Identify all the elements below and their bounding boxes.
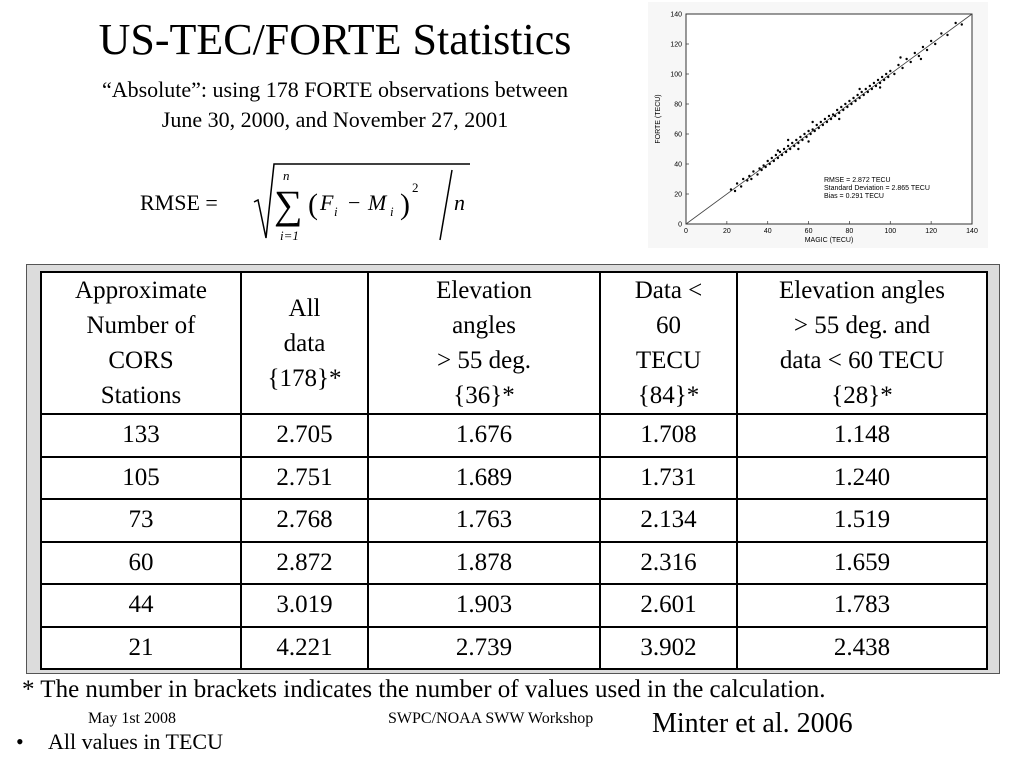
formula-exponent: 2 [412, 180, 419, 195]
table-row [41, 627, 987, 670]
scatter-point [954, 22, 956, 24]
footer-date: May 1st 2008 [88, 710, 176, 727]
table-cell: 2.751 [241, 457, 368, 500]
table-cell: 1.240 [737, 457, 987, 500]
scatter-point [814, 130, 816, 132]
scatter-point [767, 160, 769, 162]
table-cell: 73 [41, 499, 241, 542]
scatter-point [828, 115, 830, 117]
scatter-point [910, 61, 912, 63]
scatter-point [867, 91, 869, 93]
scatter-point [946, 34, 948, 36]
scatter-point [858, 88, 860, 90]
scatter-point [920, 58, 922, 60]
scatter-point [736, 182, 738, 184]
x-tick-label: 60 [804, 228, 813, 235]
stat-annotation-std: Standard Deviation = 2.865 TECU [824, 185, 930, 192]
x-tick-label: 100 [884, 228, 897, 235]
table-cell: 2.316 [600, 542, 737, 585]
table-cell: 105 [41, 457, 241, 500]
scatter-point [834, 115, 836, 117]
scatter-point [777, 149, 779, 151]
scatter-point [822, 124, 824, 126]
table-cell: 1.731 [600, 457, 737, 500]
scatter-point [889, 70, 891, 72]
header-cors-stations: Approximate Number of CORS Stations [41, 272, 241, 414]
stat-annotation-bias: Bias = 0.291 TECU [824, 193, 884, 200]
table-cell: 1.519 [737, 499, 987, 542]
table-cell: 1.763 [368, 499, 600, 542]
scatter-point [838, 118, 840, 120]
x-tick-label: 20 [722, 228, 731, 235]
table-cell: 133 [41, 414, 241, 457]
bullet-text: All values in TECU [48, 729, 223, 754]
table-row [41, 414, 987, 457]
scatter-point [771, 157, 773, 159]
table-row [41, 542, 987, 585]
scatter-point [830, 118, 832, 120]
formula-m-sub: i [390, 204, 394, 219]
scatter-point [793, 145, 795, 147]
scatter-point [871, 88, 873, 90]
scatter-point [852, 97, 854, 99]
scatter-point [838, 112, 840, 114]
scatter-point [809, 133, 811, 135]
scatter-point [740, 185, 742, 187]
scatter-point [879, 82, 881, 84]
scatter-point [860, 91, 862, 93]
stat-annotation-rmse: RMSE = 2.872 TECU [824, 177, 891, 184]
sum-upper-limit: n [283, 168, 290, 183]
minus-sign: − [348, 190, 361, 215]
scatter-point [877, 79, 879, 81]
scatter-point [811, 121, 813, 123]
scatter-point [750, 178, 752, 180]
table-row [41, 584, 987, 627]
table-cell: 44 [41, 584, 241, 627]
header-all-data: All data {178}* [241, 272, 368, 414]
scatter-point [873, 82, 875, 84]
bullet-item [16, 728, 223, 756]
y-axis-label: FORTE (TECU) [655, 94, 662, 144]
scatter-point [803, 133, 805, 135]
scatter-point [875, 85, 877, 87]
table-cell: 1.148 [737, 414, 987, 457]
scatter-point [748, 175, 750, 177]
table-cell: 1.903 [368, 584, 600, 627]
table-header-row [41, 272, 987, 414]
y-tick-label: 100 [670, 71, 682, 79]
table-cell: 2.768 [241, 499, 368, 542]
scatter-point [934, 43, 936, 45]
scatter-point [850, 103, 852, 105]
scatter-point [787, 145, 789, 147]
table-cell: 1.676 [368, 414, 600, 457]
scatter-point [756, 173, 758, 175]
sum-lower-limit: i=1 [280, 228, 299, 243]
scatter-point [897, 64, 899, 66]
scatter-point [730, 188, 732, 190]
left-paren: ( [308, 188, 318, 221]
scatter-svg [648, 2, 988, 248]
y-tick-label: 60 [674, 131, 682, 139]
scatter-point [795, 139, 797, 141]
formula-m: M [368, 190, 387, 215]
scatter-point [824, 118, 826, 120]
scatter-point [901, 67, 903, 69]
table-cell: 2.134 [600, 499, 737, 542]
y-tick-label: 120 [670, 41, 682, 49]
scatter-point [926, 49, 928, 51]
x-axis-label: MAGIC (TECU) [804, 237, 854, 244]
table-cell: 2.705 [241, 414, 368, 457]
table-cell: 1.878 [368, 542, 600, 585]
table-cell: 21 [41, 627, 241, 670]
y-tick-label: 20 [674, 191, 682, 199]
scatter-point [885, 73, 887, 75]
scatter-point [842, 109, 844, 111]
scatter-point [789, 148, 791, 150]
header-elevation-and-data: Elevation angles > 55 deg. and data < 60 TECU {28}* [737, 272, 987, 414]
x-tick-label: 80 [845, 228, 854, 235]
scatter-point [805, 136, 807, 138]
scatter-point [854, 100, 856, 102]
scatter-point [799, 136, 801, 138]
header-elevation-angles: Elevation angles > 55 deg. {36}* [368, 272, 600, 414]
scatter-point [785, 151, 787, 153]
scatter-point [940, 32, 942, 34]
formula-n: n [454, 190, 465, 215]
table-cell: 60 [41, 542, 241, 585]
scatter-point [840, 106, 842, 108]
table-cell: 1.708 [600, 414, 737, 457]
table-cell: 1.783 [737, 584, 987, 627]
footer-citation: Minter et al. 2006 [652, 708, 853, 739]
x-tick-label: 0 [684, 228, 688, 235]
scatter-point [816, 124, 818, 126]
scatter-point [807, 140, 809, 142]
slide-subtitle [20, 75, 650, 135]
table-cell: 4.221 [241, 627, 368, 670]
subtitle-line-2: June 30, 2000, and November 27, 2001 [161, 107, 509, 132]
table-cell: 2.872 [241, 542, 368, 585]
scatter-point [769, 163, 771, 165]
scatter-point [775, 154, 777, 156]
y-tick-label: 40 [674, 161, 682, 169]
scatter-point [905, 58, 907, 60]
scatter-point [797, 142, 799, 144]
scatter-point [777, 157, 779, 159]
scatter-point [791, 142, 793, 144]
scatter-point [930, 40, 932, 42]
scatter-point [764, 166, 766, 168]
scatter-point [742, 178, 744, 180]
table-row [41, 457, 987, 500]
scatter-point [783, 148, 785, 150]
scatter-point [881, 76, 883, 78]
y-tick-label: 140 [670, 11, 682, 19]
statistics-table [40, 271, 988, 670]
scatter-point [858, 97, 860, 99]
formula-f: F [320, 190, 334, 215]
scatter-point [773, 160, 775, 162]
table-cell: 3.902 [600, 627, 737, 670]
right-paren: ) [400, 188, 410, 221]
scatter-point [879, 86, 881, 88]
scatter-point [836, 109, 838, 111]
table-cell: 3.019 [241, 584, 368, 627]
scatter-point [865, 88, 867, 90]
table-cell: 2.438 [737, 627, 987, 670]
scatter-point [758, 167, 760, 169]
scatter-point [914, 52, 916, 54]
y-tick-label: 80 [674, 101, 682, 109]
scatter-point [922, 46, 924, 48]
formula-lhs: RMSE = [140, 190, 218, 215]
footer-event: SWPC/NOAA SWW Workshop [388, 710, 594, 727]
scatter-point [762, 164, 764, 166]
scatter-point [893, 73, 895, 75]
division-slash [440, 170, 452, 240]
scatter-point [844, 103, 846, 105]
scatter-point [801, 139, 803, 141]
scatter-point [961, 23, 963, 25]
scatter-point [787, 139, 789, 141]
scatter-plot [648, 2, 988, 248]
scatter-point [863, 94, 865, 96]
scatter-point [899, 56, 901, 58]
scatter-point [781, 154, 783, 156]
scatter-point [887, 76, 889, 78]
formula-f-sub: i [334, 204, 338, 219]
table-cell: 2.739 [368, 627, 600, 670]
scatter-point [883, 79, 885, 81]
table-cell: 2.601 [600, 584, 737, 627]
scatter-point [746, 179, 748, 181]
scatter-point [848, 100, 850, 102]
scatter-point [818, 127, 820, 129]
scatter-point [856, 94, 858, 96]
scatter-point [752, 170, 754, 172]
header-data-lt-60: Data < 60 TECU {84}* [600, 272, 737, 414]
table-frame [26, 264, 1000, 674]
table-cell: 1.689 [368, 457, 600, 500]
x-tick-label: 140 [966, 228, 978, 235]
scatter-point [918, 55, 920, 57]
bullet-dot-icon: • [16, 729, 24, 754]
scatter-point [779, 151, 781, 153]
table-row [41, 499, 987, 542]
scatter-point [846, 106, 848, 108]
slide-title: US-TEC/FORTE Statistics [98, 15, 572, 64]
scatter-point [811, 128, 813, 130]
table-cell: 1.659 [737, 542, 987, 585]
scatter-point [807, 130, 809, 132]
scatter-point [797, 148, 799, 150]
scatter-point [734, 190, 736, 192]
scatter-point [820, 121, 822, 123]
scatter-point [826, 121, 828, 123]
summation-sign: ∑ [274, 182, 303, 227]
y-tick-label: 0 [678, 221, 682, 229]
scatter-point [832, 113, 834, 115]
rmse-formula [140, 160, 480, 250]
x-tick-label: 120 [925, 228, 937, 235]
scatter-point [760, 169, 762, 171]
table-footnote: * The number in brackets indicates the number of values used in the calculation. [22, 676, 826, 703]
x-tick-label: 40 [763, 228, 772, 235]
subtitle-line-1: “Absolute”: using 178 FORTE observations between [101, 77, 569, 102]
scatter-point [869, 85, 871, 87]
